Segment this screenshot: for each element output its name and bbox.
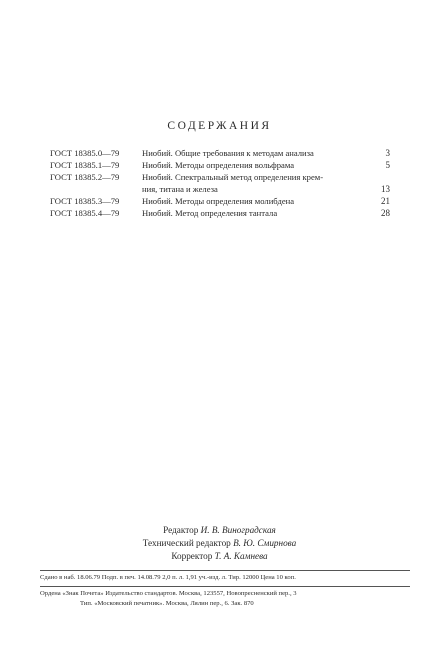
toc-description: Ниобий. Спектральный метод определения крем- [142, 172, 324, 182]
contents-title: СОДЕРЖАНИЯ [167, 120, 272, 132]
credits-block [0, 524, 439, 563]
editor-line [0, 524, 439, 537]
toc-row-continuation [50, 183, 390, 195]
toc-row [50, 171, 390, 183]
divider [40, 570, 410, 571]
toc-row [50, 195, 390, 207]
corrector-name: Т. А. Камнева [214, 551, 268, 561]
tech-editor-line [0, 537, 439, 550]
imprint-line-2: Ордена «Знак Почета» Издательство стандартов. Москва, 123557, Новопресненский пер., 3 [40, 590, 297, 597]
toc-row [50, 147, 390, 159]
toc-code: ГОСТ 18385.2—79 [50, 172, 120, 182]
imprint-line-1: Сдано в наб. 18.06.79 Подп. в печ. 14.08.79 2,0 п. л. 1,91 уч.-изд. л. Тир. 12000 Цена 10 коп. [40, 574, 296, 581]
toc-page: 13 [381, 184, 390, 194]
toc-code: ГОСТ 18385.4—79 [50, 208, 120, 218]
toc-code: ГОСТ 18385.1—79 [50, 160, 120, 170]
corrector-role: Корректор [171, 551, 213, 561]
tech-editor-role: Технический редактор [142, 538, 231, 548]
corrector-line [0, 550, 439, 563]
toc-description: Ниобий. Методы определения молибдена [142, 196, 295, 206]
tech-editor-name: В. Ю. Смирнова [233, 538, 297, 548]
editor-name: И. В. Виноградская [200, 525, 276, 535]
toc-description: Ниобий. Метод определения тантала [142, 208, 278, 218]
toc-row [50, 207, 390, 219]
toc-page: 5 [385, 160, 390, 170]
toc-description: ния, титана и железа [142, 184, 218, 194]
editor-role: Редактор [163, 525, 199, 535]
toc-code: ГОСТ 18385.3—79 [50, 196, 120, 206]
toc-page: 3 [385, 148, 390, 158]
toc-page: 21 [381, 196, 390, 206]
toc-description: Ниобий. Общие требования к методам анализа [142, 148, 314, 158]
table-of-contents [50, 147, 390, 219]
imprint-line-3: Тип. «Московский печатник». Москва, Лялин пер., 6. Зак. 870 [80, 600, 254, 607]
divider [40, 586, 410, 587]
toc-page: 28 [381, 208, 390, 218]
toc-code: ГОСТ 18385.0—79 [50, 148, 120, 158]
toc-description: Ниобий. Методы определения вольфрама [142, 160, 295, 170]
toc-row [50, 159, 390, 171]
